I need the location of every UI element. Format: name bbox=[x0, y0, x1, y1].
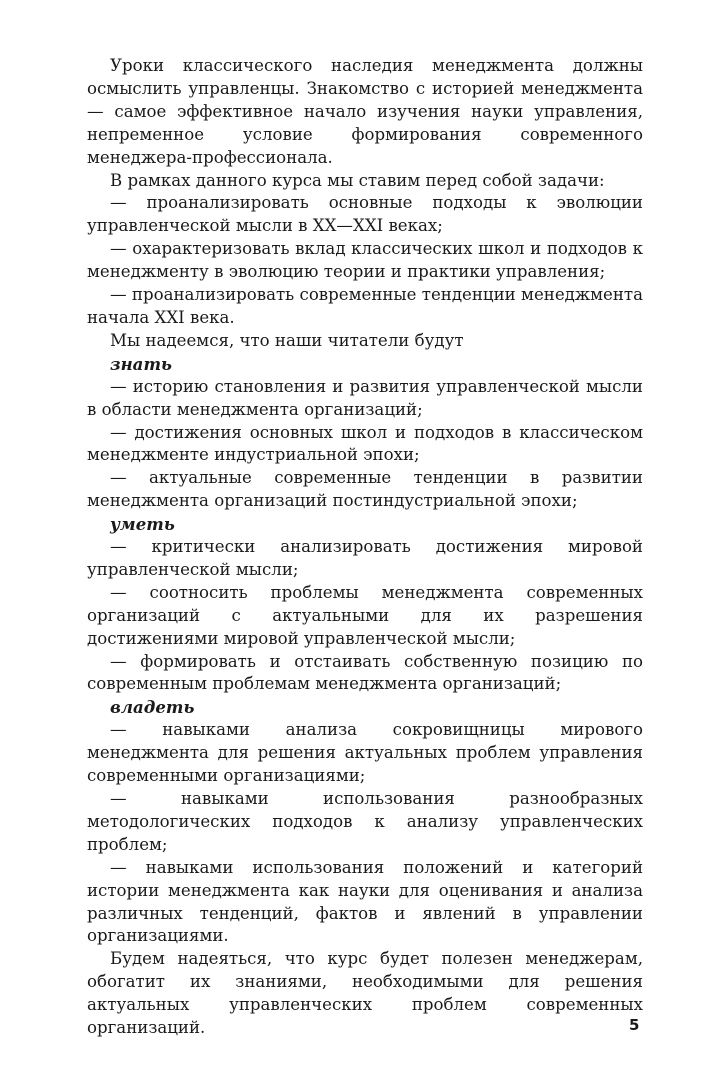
list-item: — навыками анализа сокровищницы мирового менеджмента для решения актуальных проблем управления современными организациями; bbox=[87, 720, 643, 786]
heading-be-able: уметь bbox=[110, 514, 175, 535]
page-body bbox=[87, 55, 643, 1040]
list-item: — охарактеризовать вклад классических школ и подходов к менеджменту в эволюцию теории и практики управления; bbox=[87, 239, 643, 282]
list-item: — формировать и отстаивать собственную позицию по современным проблемам менеджмента организаций; bbox=[87, 651, 643, 694]
paragraph-tasks-intro: В рамках данного курса мы ставим перед собой задачи: bbox=[110, 170, 605, 190]
list-item: — критически анализировать достижения мировой управленческой мысли; bbox=[87, 537, 643, 579]
list-item: — проанализировать современные тенденции менеджмента начала XXI века. bbox=[87, 285, 643, 327]
list-item: — актуальные современные тенденции в развитии менеджмента организаций постиндустриальной эпохи; bbox=[87, 468, 643, 511]
list-item: — соотносить проблемы менеджмента современных организаций с актуальными для их разрешения достижениями мировой управленческой мысли; bbox=[87, 582, 643, 648]
heading-master: владеть bbox=[110, 697, 195, 718]
heading-know: знать bbox=[110, 353, 172, 374]
list-item: — навыками использования положений и категорий истории менеджмента как науки для оценивания и анализа различных тенденций, фактов и явлений в управлении организациями. bbox=[87, 857, 643, 946]
list-item: — проанализировать основные подходы к эволюции управленческой мысли в XX—XXI веках; bbox=[87, 193, 643, 236]
paragraph-readers: Мы надеемся, что наши читатели будут bbox=[110, 330, 464, 350]
list-item: — историю становления и развития управленческой мысли в области менеджмента организаций; bbox=[87, 376, 643, 419]
list-item: — достижения основных школ и подходов в классическом менеджменте индустриальной эпохи; bbox=[87, 422, 643, 465]
paragraph-closing: Будем надеяться, что курс будет полезен менеджерам, обогатит их знаниями, необходимыми для решения актуальных управленческих проблем современных организаций. bbox=[87, 949, 643, 1038]
list-item: — навыками использования разнообразных методологических подходов к анализу управленческих проблем; bbox=[87, 789, 643, 854]
page-number: 5 bbox=[629, 1016, 640, 1034]
paragraph-intro: Уроки классического наследия менеджмента должны осмыслить управленцы. Знакомство с историей менеджмента — самое эффективное начало изучения науки управления, непременное условие формирования современного менеджера-профессионала. bbox=[87, 56, 643, 167]
